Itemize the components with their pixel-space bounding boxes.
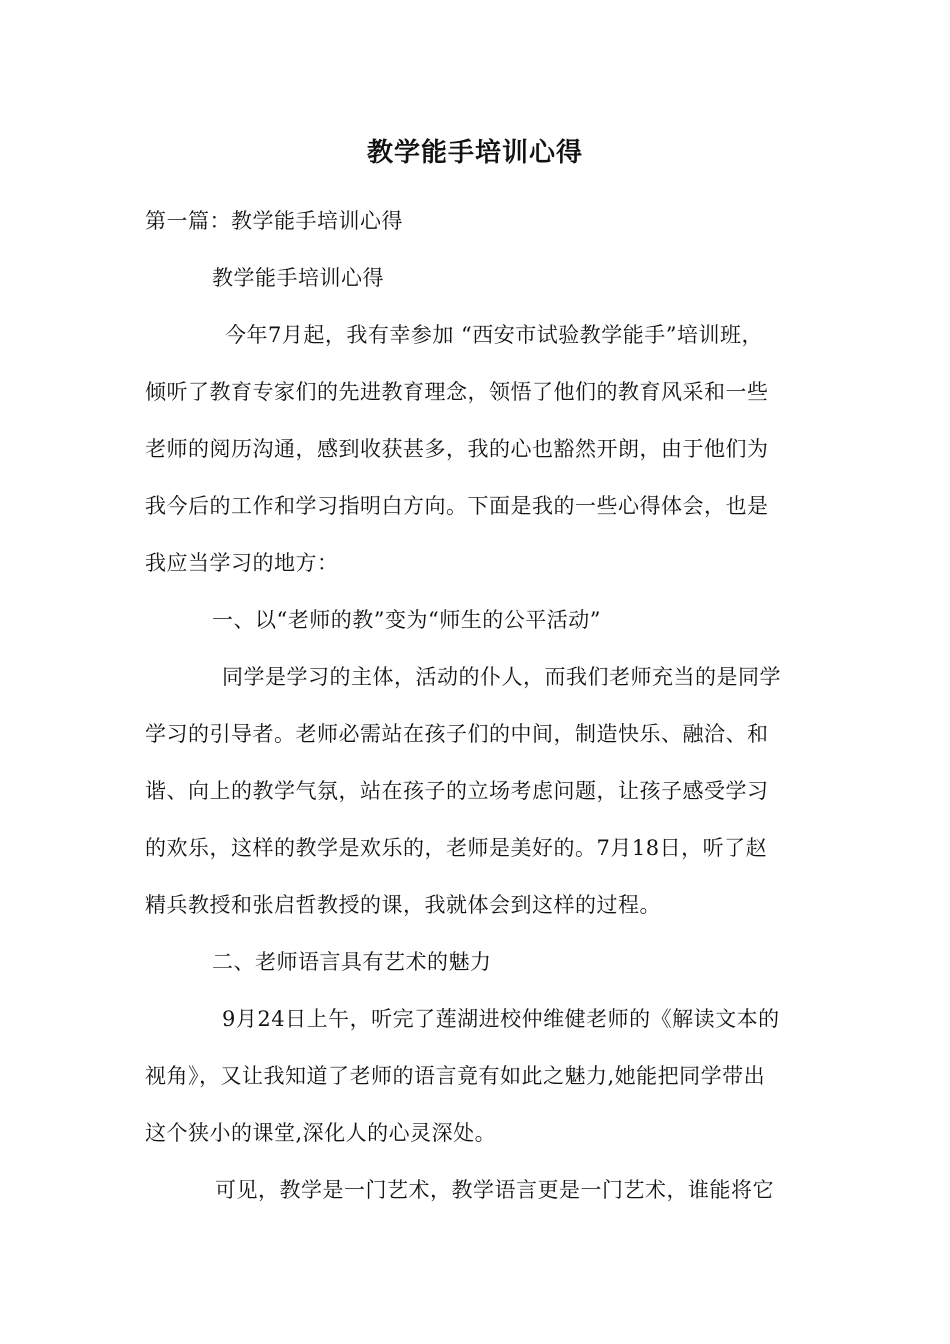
paragraph-line: 谐、向上的教学气氛，站在孩子的立场考虑问题，让孩子感受学习 [145, 779, 769, 803]
paragraph-line: 精兵教授和张启哲教授的课，我就体会到这样的过程。 [145, 893, 661, 917]
paragraph-line: 老师的阅历沟通，感到收获甚多，我的心也豁然开朗，由于他们为 [145, 437, 769, 461]
paragraph-line: 9月24日上午，听完了莲湖进校仲维健老师的《解读文本的 [222, 1007, 780, 1031]
paragraph-line: 我应当学习的地方： [145, 551, 339, 575]
paragraph-line: 今年7月起，我有幸参加 “西安市试验教学能手”培训班， [225, 323, 764, 347]
paragraph-line: 学习的引导者。老师必需站在孩子们的中间，制造快乐、融洽、和 [145, 722, 769, 746]
section-heading: 第一篇：教学能手培训心得 [145, 209, 403, 233]
point-heading: 二、老师语言具有艺术的魅力 [212, 950, 492, 974]
paragraph-line: 这个狭小的课堂,深化人的心灵深处。 [145, 1121, 497, 1145]
paragraph-line: 同学是学习的主体，活动的仆人，而我们老师充当的是同学 [222, 665, 781, 689]
point-heading: 一、以“老师的教”变为“师生的公平活动” [212, 608, 601, 632]
paragraph-line: 倾听了教育专家们的先进教育理念，领悟了他们的教育风采和一些 [145, 380, 769, 404]
paragraph-line: 可见，教学是一门艺术，教学语言更是一门艺术，谁能将它 [215, 1178, 774, 1202]
document-title: 教学能手培训心得 [366, 138, 583, 168]
paragraph-line: 的欢乐，这样的教学是欢乐的，老师是美好的。7月18日，听了赵 [145, 836, 768, 860]
paragraph-line: 我今后的工作和学习指明白方向。下面是我的一些心得体会，也是 [145, 494, 769, 518]
paragraph-line: 视角》，又让我知道了老师的语言竟有如此之魅力,她能把同学带出 [145, 1064, 766, 1088]
subtitle-line: 教学能手培训心得 [212, 266, 384, 290]
